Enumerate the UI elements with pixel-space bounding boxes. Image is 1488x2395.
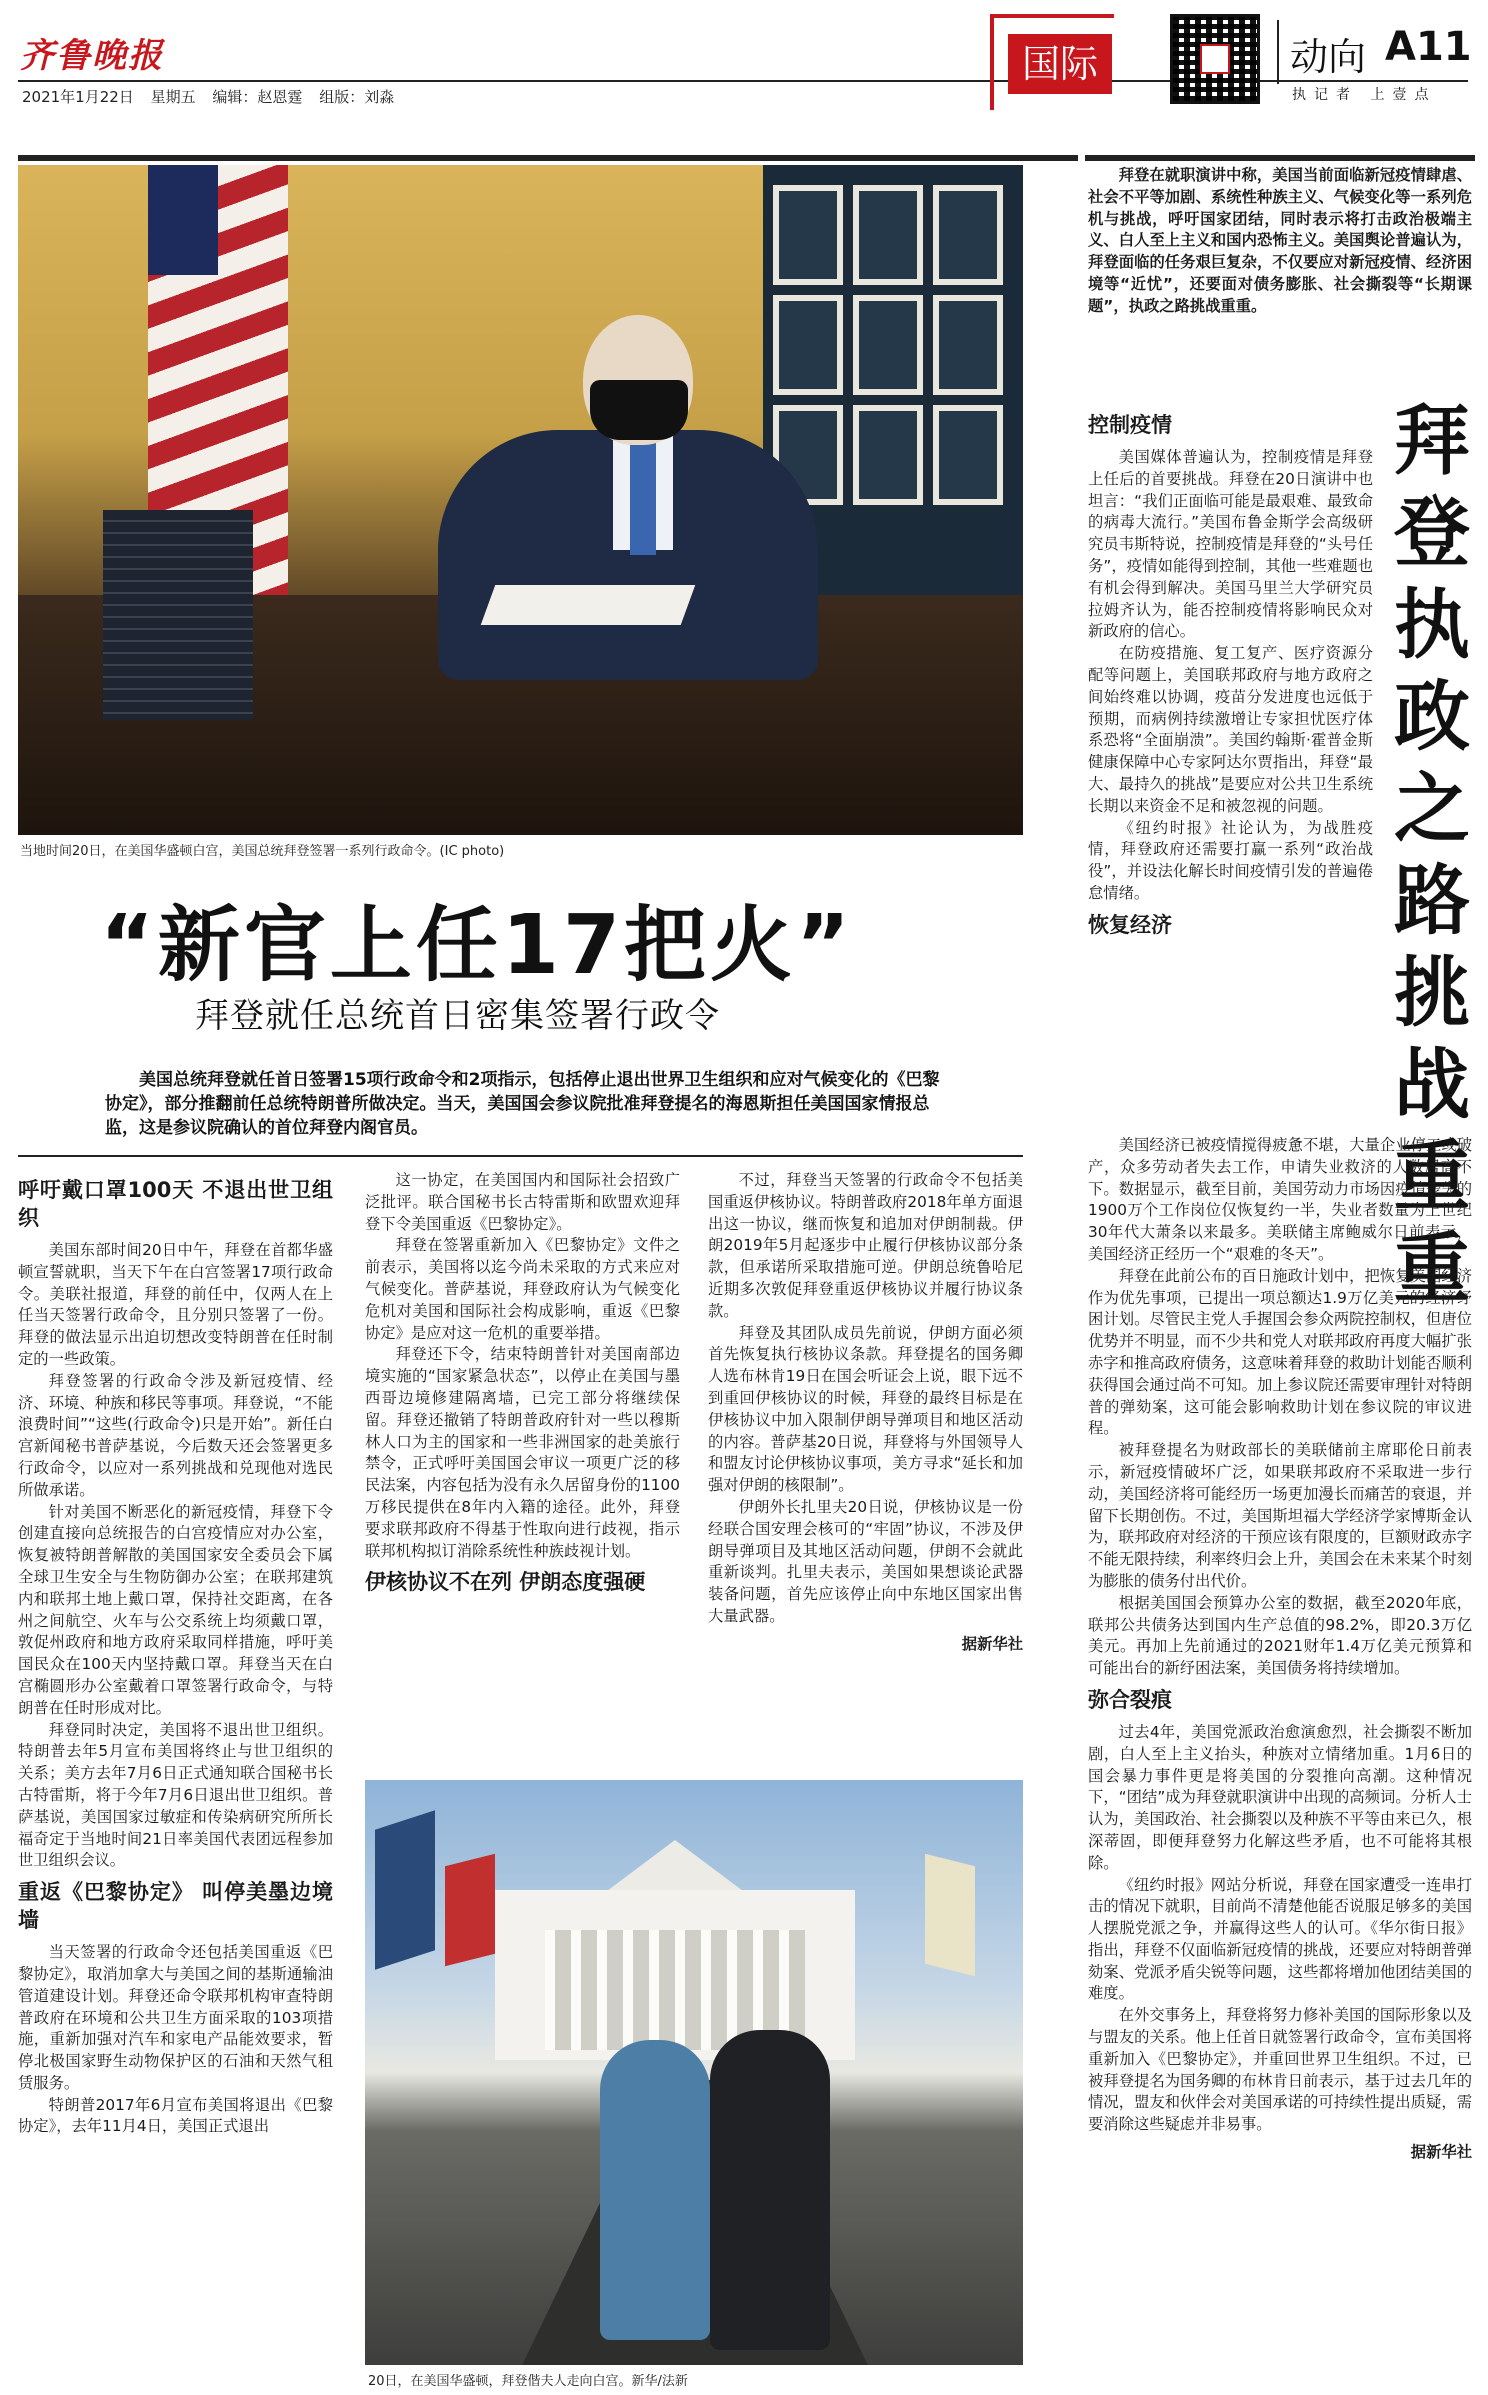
paragraph: 拜登同时决定，美国将不退出世卫组织。特朗普去年5月宣布美国将终止与世卫组织的关系；美方去年7月6日正式通知联合国秘书长古特雷斯，将于今年7月6日退出世卫组织。普萨基说，美国国家过敏症和传染病研究所所长福奇定于当地时间21日率美国代表团远程参加世卫组织会议。 bbox=[18, 1720, 333, 1870]
subheadline: 拜登就任总统首日密集签署行政令 bbox=[195, 996, 720, 1036]
figure-illustration bbox=[710, 2030, 830, 2350]
paragraph: 《纽约时报》社论认为，为战胜疫情，拜登政府还需要打赢一系列“政治战役”，并设法化解长时间疫情引发的普遍倦怠情绪。 bbox=[1088, 818, 1373, 902]
issue-layout: 组版：刘淼 bbox=[319, 88, 395, 106]
issue-date: 2021年1月22日 bbox=[22, 88, 134, 106]
reporter-line: 执记者 上壹点 bbox=[1292, 87, 1437, 103]
section-heading: 伊核协议不在列 伊朗态度强硬 bbox=[365, 1570, 646, 1595]
page-number: A11 bbox=[1385, 24, 1472, 70]
top-rule bbox=[18, 155, 1078, 161]
figure-illustration bbox=[600, 2040, 710, 2340]
photo1-caption: 当地时间20日，在美国华盛顿白宫，美国总统拜登签署一系列行政命令。(IC photo) bbox=[20, 844, 505, 859]
paragraph: 拜登还下令，结束特朗普针对美国南部边境实施的“国家紧急状态”，以停止在美国与墨西哥边境修建隔离墙，已完工部分将继续保留。拜登还撤销了特朗普政府针对一些以穆斯林人口为主的国家和一些非洲国家的赴美旅行禁令，正式呼吁美国国会审议一项更广泛的移民法案，内容包括为没有永久居留身份的1100万移民提供在8年内入籍的途径。此外，拜登要求联邦政府不得基于性取向进行歧视，指示联邦机构拟订消除系统性种族歧视计划。 bbox=[365, 1345, 680, 1560]
article2-title: 拜登执政之路挑战重重 bbox=[1394, 396, 1470, 1313]
issue-meta bbox=[22, 86, 406, 107]
paragraph: 针对美国不断恶化的新冠疫情，拜登下令创建直接向总统报告的白宫疫情应对办公室，恢复被特朗普解散的美国国家安全委员会下属全球卫生安全与生物防御办公室；在联邦建筑内和联邦土地上戴口罩，保持社交距离，在各州之间航空、火车与公交系统上均须戴口罩，敦促州政府和地方政府采取同样措施，呼吁美国民众在100天内坚持戴口罩。拜登当天在白宫椭圆形办公室戴着口罩签署行政命令，与特朗普在任时形成对比。 bbox=[18, 1502, 333, 1717]
paragraph: 被拜登提名为财政部长的美联储前主席耶伦日前表示，新冠疫情破坏广泛，如果联邦政府不采取进一步行动，美国经济将可能经历一场更加漫长而痛苦的衰退，并留下长期创伤。不过，美国斯坦福大学经济学家博斯金认为，联邦政府对经济的干预应该有限度的，巨额财政赤字不能无限持续，利率终归会上升，美国会在未来某个时刻为膨胀的债务付出代价。 bbox=[1088, 1441, 1472, 1590]
article1-column-2 bbox=[365, 1170, 680, 1604]
photo-biden-signing bbox=[18, 165, 1023, 835]
section-tab: 国际 bbox=[1008, 34, 1112, 94]
source-credit: 据新华社 bbox=[961, 1634, 1023, 1653]
article1-column-3 bbox=[708, 1170, 1023, 1656]
paragraph: 美国东部时间20日中午，拜登在首都华盛顿宣誓就职，当天下午在白宫签署17项行政命令。美联社报道，拜登的前任中，仅两人在上任当天签署行政命令，且分别只签署了一份。拜登的做法显示出迫切想改变特朗普在任时制定的一些政策。 bbox=[18, 1241, 333, 1368]
paragraph: 过去4年，美国党派政治愈演愈烈，社会撕裂不断加剧，白人至上主义抬头，种族对立情绪加重。1月6日的国会暴力事件更是将美国的分裂推向高潮。这种情况下，“团结”成为拜登就职演讲中出现的高频词。分析人士认为，美国政治、社会撕裂以及种族不平等由来已久，根深蒂固，即便拜登努力化解这些矛盾，也不可能将其根除。 bbox=[1088, 1722, 1472, 1872]
paragraph: 当天签署的行政命令还包括美国重返《巴黎协定》，取消加拿大与美国之间的基斯通输油管道建设计划。拜登还命令联邦机构审查特朗普政府在环境和公共卫生方面采取的103项措施，重新加强对汽车和家电产品能效要求，暂停北极国家野生动物保护区的石油和天然气租赁服务。 bbox=[18, 1943, 333, 2092]
document-illustration bbox=[481, 585, 696, 625]
paragraph: 在防疫措施、复工复产、医疗资源分配等问题上，美国联邦政府与地方政府之间始终难以协调，疫苗分发进度也远低于预期，而病例持续激增让专家担忧医疗体系恐将“全面崩溃”。美国约翰斯·霍普金斯健康保障中心专家阿达尔贾指出，拜登“最大、最持久的挑战”是要应对公共卫生系统长期以来资金不足和被忽视的问题。 bbox=[1088, 644, 1373, 815]
paragraph: 拜登签署的行政命令涉及新冠疫情、经济、环境、种族和移民等事项。拜登说，“不能浪费时间”“这些(行政命令)只是开始”。新任白宫新闻秘书普萨基说，今后数天还会签署更多行政命令，以应对一系列挑战和兑现他对选民所做承诺。 bbox=[18, 1371, 333, 1499]
folders-illustration bbox=[103, 510, 253, 720]
qr-logo-icon bbox=[1200, 44, 1230, 74]
article1-column-1 bbox=[18, 1170, 333, 2138]
flag-illustration bbox=[925, 1854, 975, 1976]
article2-column-a bbox=[1088, 405, 1373, 947]
section-heading: 呼吁戴口罩100天 不退出世卫组织 bbox=[18, 1178, 333, 1230]
photo-white-house bbox=[365, 1780, 1023, 2365]
paragraph: 拜登及其团队成员先前说，伊朗方面必须首先恢复执行核协议条款。拜登提名的国务卿人选布林肯19日在国会听证会上说，眼下远不到重回伊核协议的时候，拜登的最终目标是在伊核协议中加入限制伊朗导弹项目和地区活动的内容。普萨基20日说，拜登将与外国领导人和盟友讨论伊核协议事项，美方寻求“延长和加强对伊朗的核限制”。 bbox=[708, 1323, 1023, 1495]
headline: “新官上任17把火” bbox=[100, 898, 854, 993]
paragraph: 拜登在就职演讲中称，美国当前面临新冠疫情肆虐、社会不平等加剧、系统性种族主义、气候变化等一系列危机与挑战，呼吁国家团结，同时表示将打击政治极端主义、白人至上主义和国内恐怖主义。美国舆论普遍认为，拜登面临的任务艰巨复杂，不仅要应对新冠疫情、经济困境等“近忧”，还要面对债务膨胀、社会撕裂等“长期课题”，执政之路挑战重重。 bbox=[1088, 166, 1472, 315]
page-header bbox=[0, 0, 1488, 150]
paragraph: 拜登在签署重新加入《巴黎协定》文件之前表示，美国将以迄今尚未采取的方式来应对气候变化。普萨基说，拜登政府认为气候变化危机对美国和国际社会构成影响，重返《巴黎协定》是应对这一危机的重要举措。 bbox=[365, 1236, 680, 1342]
paragraph: 特朗普2017年6月宣布美国将退出《巴黎协定》，去年11月4日，美国正式退出 bbox=[18, 2095, 333, 2136]
photo2-caption: 20日，在美国华盛顿，拜登偕夫人走向白宫。新华/法新 bbox=[368, 2374, 688, 2389]
section-heading: 控制疫情 bbox=[1088, 413, 1172, 437]
person-illustration bbox=[398, 315, 818, 715]
flag-illustration bbox=[445, 1854, 495, 1966]
article2-column-b bbox=[1088, 1135, 1472, 2164]
section-heading: 恢复经济 bbox=[1088, 912, 1172, 937]
paragraph: 不过，拜登当天签署的行政命令不包括美国重返伊核协议。特朗普政府2018年单方面退出这一协议，继而恢复和追加对伊朗制裁。伊朗2019年5月起逐步中止履行伊核协议部分条款，但承诺所采取措施可逆。伊朗总统鲁哈尼近期多次敦促拜登重返伊核协议并履行协议条款。 bbox=[708, 1171, 1023, 1320]
column-name: 动向 bbox=[1290, 35, 1367, 79]
section-heading: 弥合裂痕 bbox=[1088, 1687, 1172, 1712]
lede-paragraph: 美国总统拜登就任首日签署15项行政命令和2项指示，包括停止退出世界卫生组织和应对气候变化的《巴黎协定》，部分推翻前任总统特朗普所做决定。当天，美国国会参议院批准拜登提名的海恩斯担任美国国家情报总监，这是参议院确认的首位拜登内阁官员。 bbox=[105, 1070, 940, 1138]
paragraph: 这一协定，在美国国内和国际社会招致广泛批评。联合国秘书长古特雷斯和欧盟欢迎拜登下令美国重返《巴黎协定》。 bbox=[365, 1171, 680, 1233]
masthead-logo: 齐鲁晚报 bbox=[20, 36, 164, 76]
right-top-rule bbox=[1085, 155, 1475, 161]
source-credit: 据新华社 bbox=[1410, 2143, 1472, 2162]
section-heading: 重返《巴黎协定》 叫停美墨边境墙 bbox=[18, 1880, 333, 1933]
paragraph: 根据美国国会预算办公室的数据，截至2020年底，联邦公共债务达到国内生产总值的98.2%，即20.3万亿美元。再加上先前通过的2021财年1.4万亿美元预算和可能出台的新纾困法案，美国债务将持续增加。 bbox=[1088, 1593, 1472, 1678]
issue-weekday: 星期五 bbox=[150, 88, 196, 106]
paragraph: 拜登在此前公布的百日施政计划中，把恢复美国经济作为优先事项，已提出一项总额达1.9万亿美元的经济纾困计划。尽管民主党人手握国会参众两院控制权，但唐位优势并不明显，而不少共和党人对联邦政府再度大幅扩张赤字和推高政府债务，这意味着拜登的救助计划能否顺利获得国会通过尚不可知。加上参议院还需要审理针对特朗普的弹劾案，这可能会影响救助计划在参议院的审议进程。 bbox=[1088, 1266, 1472, 1438]
paragraph: 美国媒体普遍认为，控制疫情是拜登上任后的首要挑战。拜登在20日演讲中也坦言：“我们正面临可能是最艰难、最致命的病毒大流行。”美国布鲁金斯学会高级研究员韦斯特说，控制疫情是拜登的“头号任务”，疫情如能得到控制，其他一些难题也有机会得到解决。美国马里兰大学研究员拉姆齐认为，能否控制疫情将影响民众对新政府的信心。 bbox=[1088, 448, 1373, 641]
paragraph: 美国经济已被疫情搅得疲惫不堪，大量企业停工或破产，众多劳动者失去工作，申请失业救济的人数居高不下。数据显示，截至目前，美国劳动力市场因疫情丧失的1900万个工作岗位仅恢复约一半，失业者数量为上世纪30年代大萧条以来最多。美联储主席鲍威尔日前表示，美国经济正经历一个“艰难的冬天”。 bbox=[1088, 1136, 1472, 1263]
lede-rule bbox=[18, 1155, 1023, 1157]
paragraph: 在外交事务上，拜登将努力修补美国的国际形象以及与盟友的关系。他上任首日就签署行政命令，宣布美国将重新加入《巴黎协定》，并重回世界卫生组织。不过，已被拜登提名为国务卿的布林肯日前表示，基于过去几年的情况，盟友和伙伴会对美国承诺的可持续性提出质疑，需要消除这些疑虑并非易事。 bbox=[1088, 2006, 1472, 2134]
issue-editor: 编辑：赵恩霆 bbox=[212, 88, 303, 106]
paragraph: 《纽约时报》网站分析说，拜登在国家遭受一连串打击的情况下就职，目前尚不清楚他能否说服足够多的美国人摆脱党派之争，并赢得这些人的认可。《华尔街日报》指出，拜登不仅面临新冠疫情的挑战，还要应对特朗普弹劾案、党派矛盾尖锐等问题，这些都将增加他团结美国的难度。 bbox=[1088, 1875, 1472, 2003]
paragraph: 伊朗外长扎里夫20日说，伊核协议是一份经联合国安理会核可的“牢固”协议，不涉及伊朗导弹项目及其地区活动问题，伊朗不会就此重新谈判。扎里夫表示，美国如果想谈论武器装备问题，首先应该停止向中东地区国家出售大量武器。 bbox=[708, 1497, 1023, 1625]
article2-lede bbox=[1088, 165, 1472, 318]
flag-illustration bbox=[375, 1810, 435, 1969]
header-divider bbox=[1277, 20, 1279, 84]
